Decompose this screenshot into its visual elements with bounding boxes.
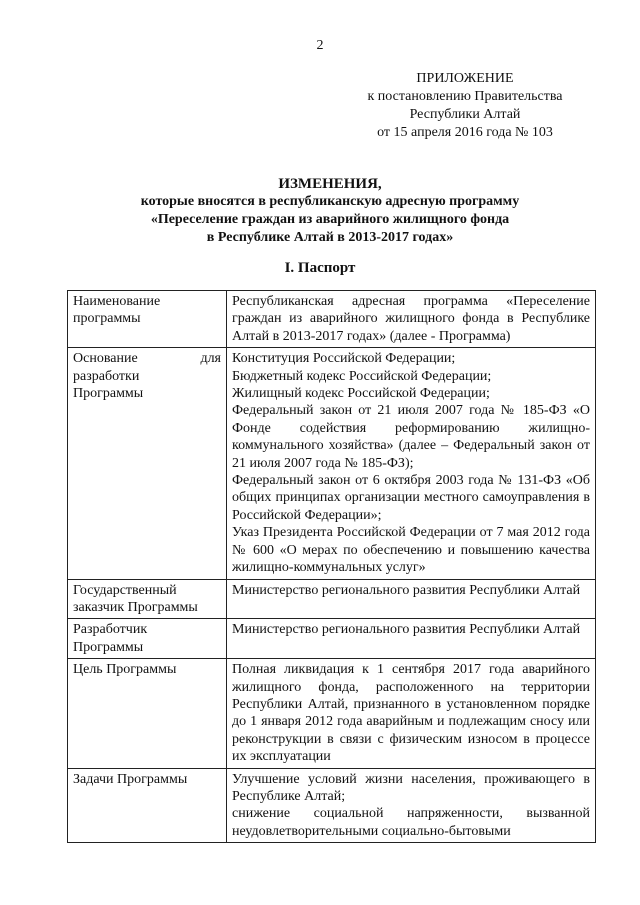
row-value-line: Бюджетный кодекс Российской Федерации; — [232, 368, 492, 384]
document-heading — [60, 175, 600, 247]
row-label — [68, 291, 227, 348]
row-label-line: разработки — [73, 368, 140, 384]
row-value-line: Министерство регионального развития Республики Алтай — [232, 582, 581, 598]
annex-line-3: от 15 апреля 2016 года № 103 — [377, 125, 553, 140]
row-value-line: Полная ликвидация к 1 сентября 2017 года аварийного жилищного фонда, расположенного на территории Республики Алтай, признанного в установленном порядке до 1 января 2012 года аварийным и подлежащим сносу или реконструкции в связи с физическим износом в процессе их эксплуатации — [232, 662, 590, 765]
row-label — [68, 768, 227, 843]
row-label-line: Разработчик — [73, 622, 148, 638]
row-value-line: снижение социальной напряженности, вызванной неудовлетворительными социально-бытовыми — [232, 806, 590, 839]
annex-block — [350, 70, 580, 142]
table-row — [68, 619, 596, 659]
row-label-line: Наименование — [73, 294, 161, 309]
row-value-line: Жилищный кодекс Российской Федерации; — [232, 386, 490, 402]
heading-line-2: «Переселение граждан из аварийного жилищного фонда — [150, 212, 510, 227]
section-title: I. Паспорт — [284, 260, 356, 276]
annex-title: ПРИЛОЖЕНИЕ — [416, 71, 514, 86]
row-label — [68, 659, 227, 768]
row-value — [227, 348, 596, 579]
row-label-line: Программы — [73, 639, 144, 655]
row-label-line: заказчик Программы — [73, 599, 198, 615]
row-label-line: программы — [73, 311, 141, 327]
table-row — [68, 348, 596, 579]
row-value — [227, 291, 596, 348]
annex-line-2: Республики Алтай — [409, 107, 521, 122]
row-value — [227, 619, 596, 659]
table-row — [68, 659, 596, 768]
row-label — [68, 579, 227, 619]
row-label — [68, 348, 227, 579]
table-row — [68, 291, 596, 348]
row-value-line: Указ Президента Российской Федерации от 7 мая 2012 года № 600 «О мерах по обеспечению и повышению качества жилищно-коммунальных услуг» — [232, 525, 590, 576]
row-label-line: Государственный — [73, 582, 177, 598]
row-label-line: Цель Программы — [73, 662, 177, 678]
heading-line-1: которые вносятся в республиканскую адресную программу — [140, 194, 520, 209]
row-value — [227, 768, 596, 843]
row-value-line: Федеральный закон от 21 июля 2007 года № 185-ФЗ «О Фонде содействия реформированию жилищно-коммунального хозяйства» (далее – Федеральный закон от 21 июля 2007 года № 185-ФЗ); — [232, 403, 590, 471]
page-number: 2 — [316, 38, 324, 53]
row-value-line: Конституция Российской Федерации; — [232, 351, 456, 367]
row-value — [227, 659, 596, 768]
passport-table — [67, 290, 596, 843]
heading-line-3: в Республике Алтай в 2013-2017 годах» — [206, 230, 454, 245]
heading-title: ИЗМЕНЕНИЯ, — [278, 176, 382, 192]
row-label-line: Программы — [73, 386, 144, 402]
table-row — [68, 768, 596, 843]
row-value-line: Улучшение условий жизни населения, проживающего в Республике Алтай; — [232, 771, 590, 804]
row-label-line: Основание для — [73, 351, 221, 367]
row-label-line: Задачи Программы — [73, 771, 188, 787]
row-label — [68, 619, 227, 659]
row-value — [227, 579, 596, 619]
row-value-line: Министерство регионального развития Республики Алтай — [232, 622, 581, 638]
table-row — [68, 579, 596, 619]
row-value-line: Федеральный закон от 6 октября 2003 года № 131-ФЗ «Об общих принципах организации местного самоуправления в Российской Федерации»; — [232, 473, 590, 523]
row-value-line: Республиканская адресная программа «Переселение граждан из аварийного жилищного фонда в Республике Алтай в 2013-2017 годах» (далее - Программа) — [232, 294, 590, 344]
annex-line-1: к постановлению Правительства — [367, 89, 563, 104]
passport-table-body — [68, 291, 596, 843]
